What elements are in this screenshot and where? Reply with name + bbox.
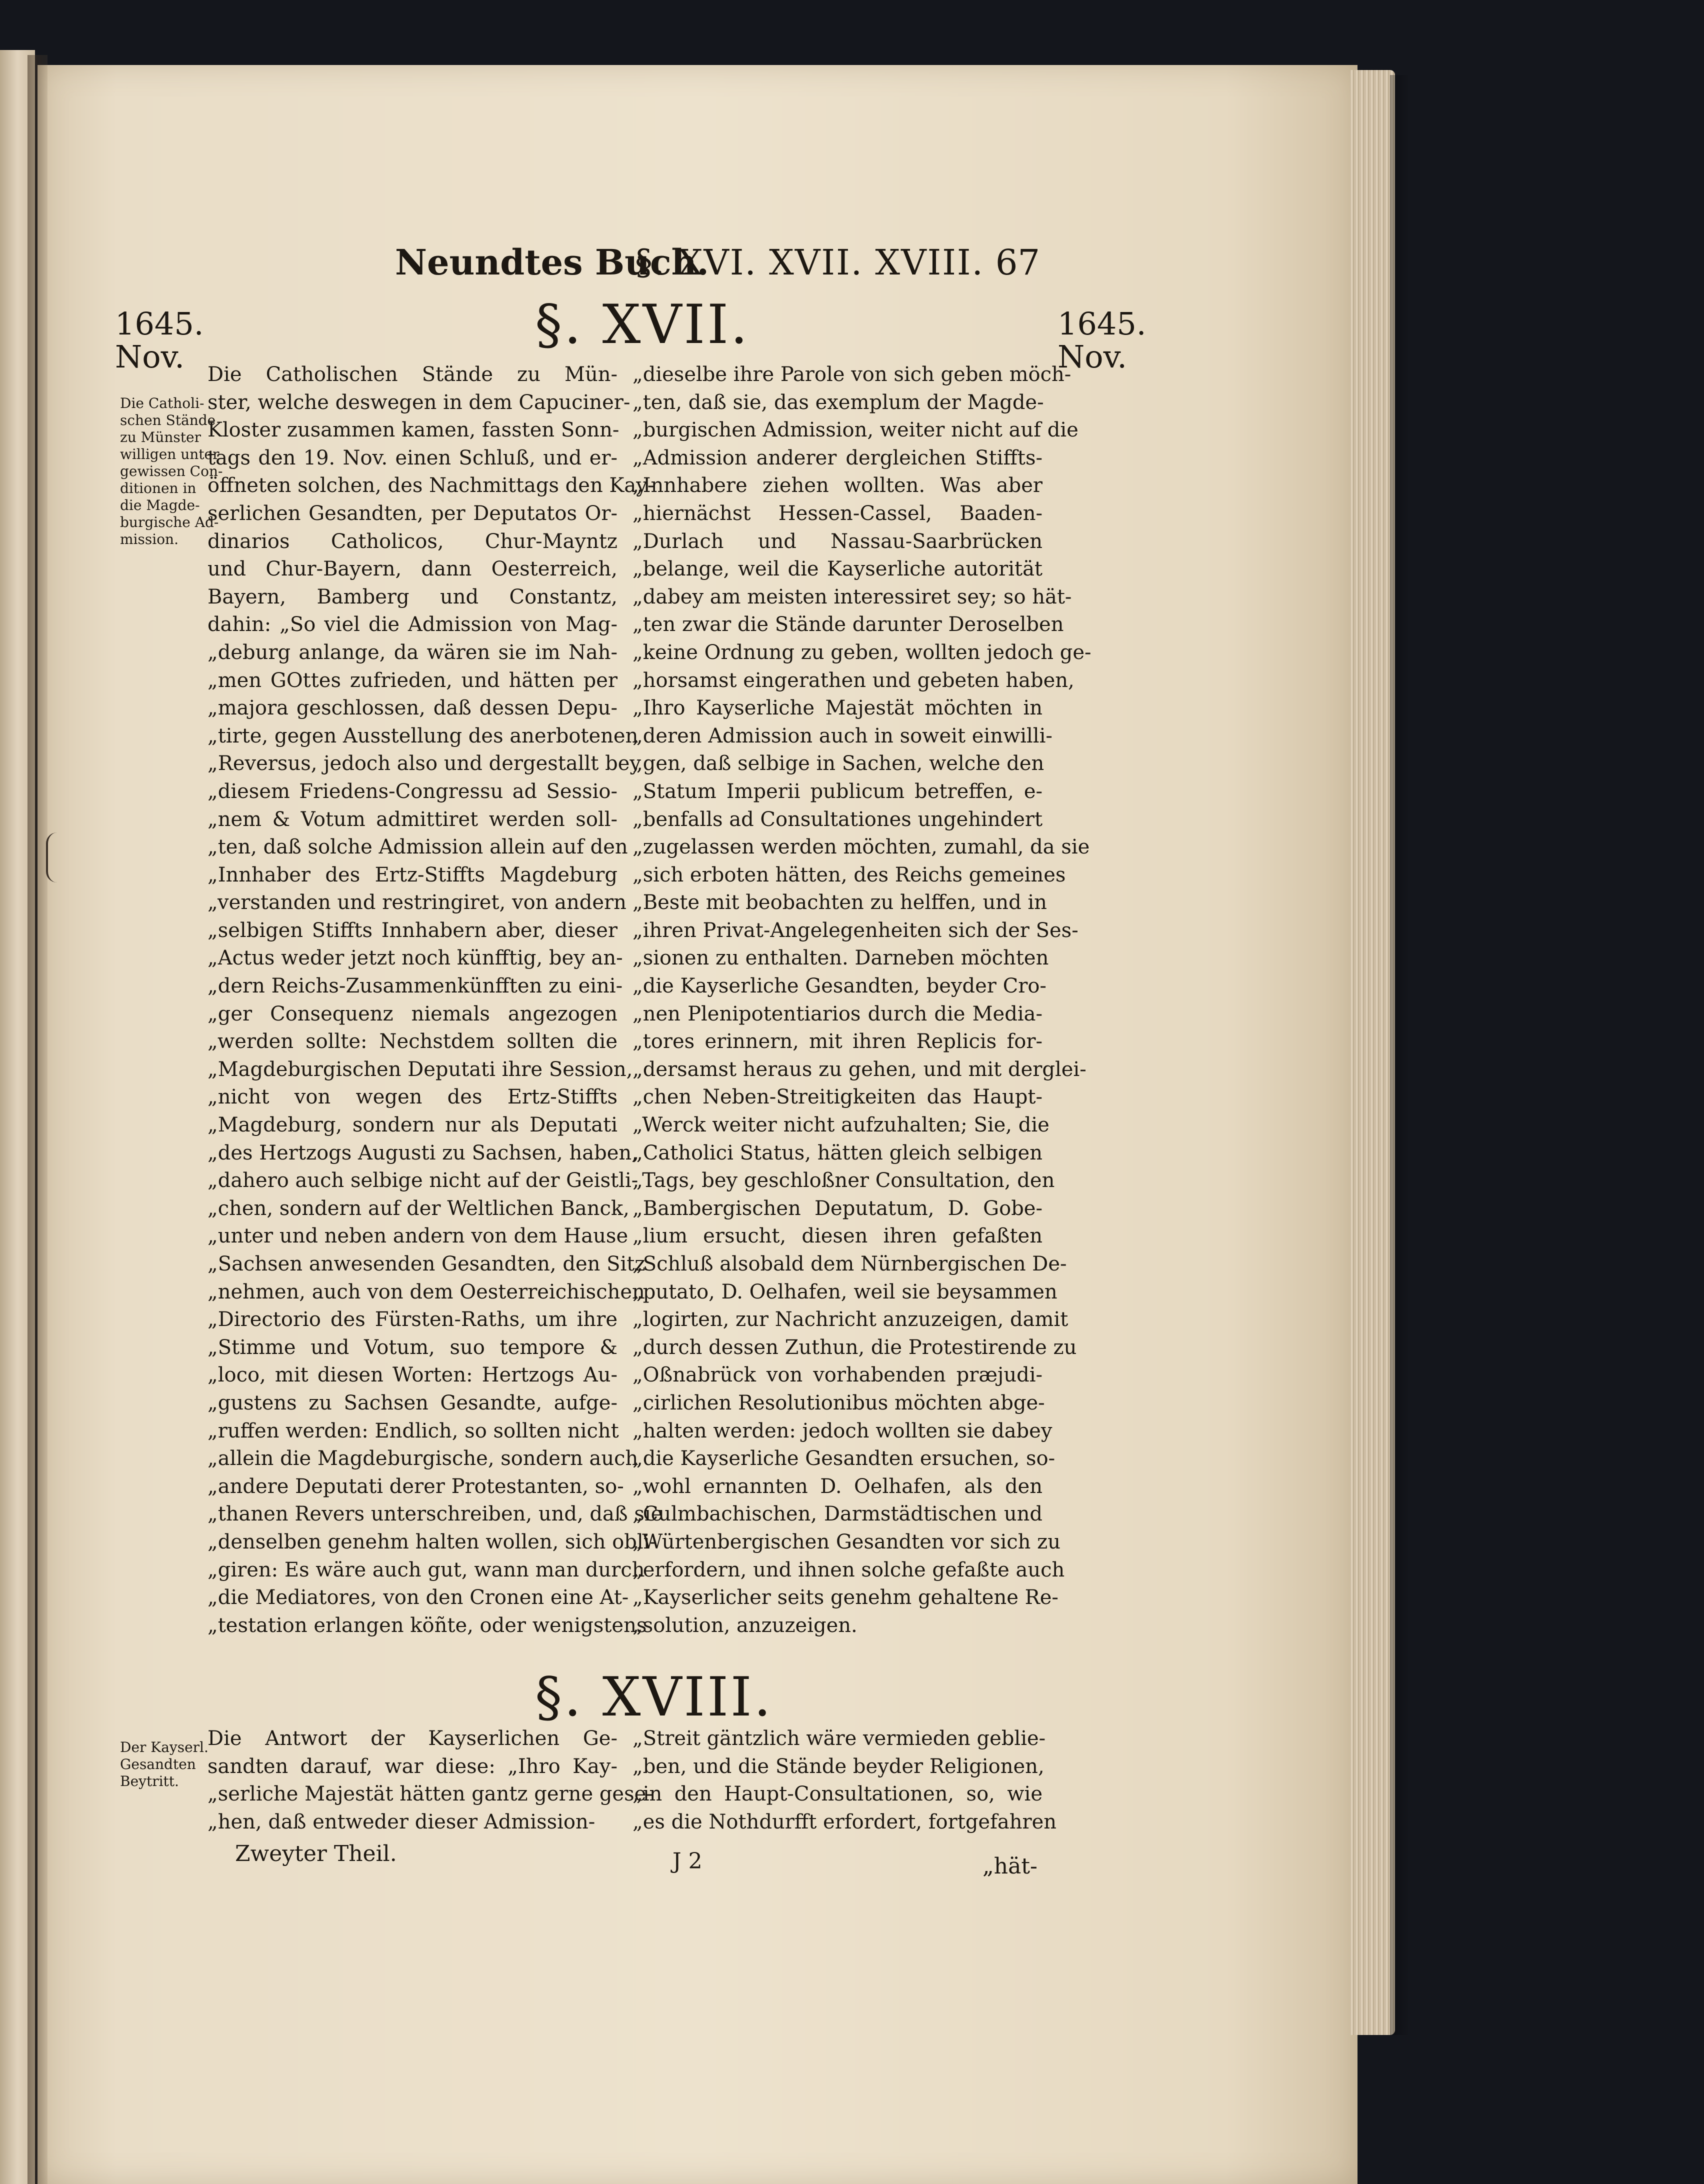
text-line: „durch dessen Zuthun, die Protestirende zu bbox=[632, 1336, 1077, 1359]
margin-note-line: Gesandten bbox=[120, 1756, 196, 1772]
text-line: „horsamst eingerathen und gebeten haben, bbox=[632, 668, 1074, 692]
text-line: „tores erinnern, mit ihren Replicis for- bbox=[632, 1030, 1042, 1054]
margin-date-right bbox=[1058, 308, 1168, 374]
text-line: „allein die Magdeburgische, sondern auch bbox=[208, 1447, 638, 1470]
section-17-right-column bbox=[632, 361, 1092, 1640]
year-left: 1645. bbox=[115, 306, 204, 342]
page-number: 67 bbox=[995, 242, 1040, 283]
text-line: „des Hertzogs Augusti zu Sachsen, haben, bbox=[208, 1141, 638, 1164]
text-line: „Innhaber des Ertz-Stiffts Magdeburg bbox=[208, 863, 618, 886]
text-line: „belange, weil die Kayserliche autorität bbox=[632, 558, 1042, 581]
text-line: dahin: „So viel die Admission von Mag- bbox=[208, 613, 618, 636]
text-line: „es die Nothdurfft erfordert, fortgefahren bbox=[632, 1810, 1057, 1834]
section-18-margin-note bbox=[120, 1739, 215, 1790]
text-line: „Oßnabrück von vorhabenden præjudi- bbox=[632, 1364, 1042, 1387]
text-line: „werden sollte: Nechstdem sollten die bbox=[208, 1030, 618, 1054]
section-17-margin-note bbox=[120, 395, 223, 548]
text-line: „giren: Es wäre auch gut, wann man durch bbox=[208, 1558, 645, 1582]
text-line: „thanen Revers unterschreiben, und, daß sie bbox=[208, 1502, 663, 1526]
text-line: öffneten solchen, des Nachmittags den Kay- bbox=[208, 474, 654, 498]
text-line: „ten, daß sie, das exemplum der Magde- bbox=[632, 390, 1044, 414]
year-right: 1645. bbox=[1058, 306, 1146, 342]
text-line: „die Mediatores, von den Cronen eine At- bbox=[208, 1586, 629, 1610]
text-line: und Chur-Bayern, dann Oesterreich, bbox=[208, 558, 618, 581]
text-line: „tirte, gegen Ausstellung des anerbotenen bbox=[208, 724, 638, 748]
text-line: „benfalls ad Consultationes ungehindert bbox=[632, 808, 1043, 831]
section-17-title: §. XVII. bbox=[535, 294, 750, 356]
text-line: „Reversus, jedoch also und dergestallt bey bbox=[208, 752, 641, 776]
text-line: „halten werden: jedoch wollten sie dabey bbox=[632, 1419, 1052, 1442]
text-line: dinarios Catholicos, Chur-Mayntz bbox=[208, 530, 618, 553]
text-line: „Catholici Status, hätten gleich selbigen bbox=[632, 1141, 1042, 1164]
text-line: „die Kayserliche Gesandten, beyder Cro- bbox=[632, 974, 1046, 998]
text-line: „dabey am meisten interessiret sey; so hät- bbox=[632, 585, 1072, 608]
text-line: „men GOttes zufrieden, und hätten per bbox=[208, 668, 618, 692]
book-gutter bbox=[28, 55, 48, 2184]
text-line: „Tags, bey geschloßner Consultation, den bbox=[632, 1169, 1055, 1192]
text-line: „unter und neben andern von dem Hause bbox=[208, 1224, 628, 1248]
sheet-signature: J 2 bbox=[672, 1848, 702, 1874]
text-line: „andere Deputati derer Protestanten, so- bbox=[208, 1474, 624, 1498]
text-line: Die Antwort der Kayserlichen Ge- bbox=[208, 1727, 618, 1750]
text-line: „ten, daß solche Admission allein auf den bbox=[208, 836, 628, 859]
text-line: „dieselbe ihre Parole von sich geben möch- bbox=[632, 363, 1072, 386]
page-stack-shadow bbox=[1390, 75, 1410, 2035]
margin-bracket-mark bbox=[46, 832, 57, 882]
text-line: „Werck weiter nicht aufzuhalten; Sie, die bbox=[632, 1114, 1050, 1137]
text-line: „erfordern, und ihnen solche gefaßte auch bbox=[632, 1558, 1065, 1582]
text-line: tags den 19. Nov. einen Schluß, und er- bbox=[208, 446, 618, 470]
text-line: „serliche Majestät hätten gantz gerne gese- bbox=[208, 1782, 653, 1806]
text-line: „Streit gäntzlich wäre vermieden geblie- bbox=[632, 1727, 1046, 1750]
text-line: „sich erboten hätten, des Reichs gemeines bbox=[632, 863, 1066, 886]
margin-note-line: zu Münster bbox=[120, 429, 201, 446]
text-line: „ihren Privat-Angelegenheiten sich der Ses- bbox=[632, 918, 1078, 942]
volume-signature-line: Zweyter Theil. bbox=[235, 1841, 397, 1866]
text-line: sandten darauf, war diese: „Ihro Kay- bbox=[208, 1754, 618, 1778]
margin-note-line: willigen unter bbox=[120, 446, 220, 462]
text-line: „Durlach und Nassau-Saarbrücken bbox=[632, 530, 1042, 553]
text-line: „dern Reichs-Zusammenkünfften zu eini- bbox=[208, 974, 623, 998]
section-18-right-column bbox=[632, 1725, 1057, 1836]
section-range: §. XVI. XVII. XVIII. bbox=[635, 242, 984, 283]
text-line: ster, welche deswegen in dem Capuciner- bbox=[208, 390, 630, 414]
text-line: „wohl ernannten D. Oelhafen, als den bbox=[632, 1474, 1042, 1498]
margin-note-line: ditionen in bbox=[120, 480, 196, 496]
text-line: „Magdeburgischen Deputati ihre Session, bbox=[208, 1058, 633, 1081]
text-line: „Directorio des Fürsten-Raths, um ihre bbox=[208, 1308, 618, 1332]
margin-note-line: Die Catholi- bbox=[120, 395, 204, 412]
text-line: „in den Haupt-Consultationen, so, wie bbox=[632, 1782, 1042, 1806]
month-right: Nov. bbox=[1058, 338, 1127, 375]
text-line: „hen, daß entweder dieser Admission- bbox=[208, 1810, 596, 1834]
month-left: Nov. bbox=[115, 338, 184, 375]
text-line: „Bambergischen Deputatum, D. Gobe- bbox=[632, 1196, 1042, 1220]
text-line: „hiernächst Hessen-Cassel, Baaden- bbox=[632, 502, 1042, 525]
text-line: „die Kayserliche Gesandten ersuchen, so- bbox=[632, 1447, 1056, 1470]
text-line: „majora geschlossen, daß dessen Depu- bbox=[208, 696, 618, 720]
text-line: „dahero auch selbige nicht auf der Geistli- bbox=[208, 1169, 638, 1192]
text-line: „Stimme und Votum, suo tempore & bbox=[208, 1336, 618, 1359]
text-line: „diesem Friedens-Congressu ad Sessio- bbox=[208, 780, 618, 803]
text-line: serlichen Gesandten, per Deputatos Or- bbox=[208, 502, 618, 525]
text-line: „nehmen, auch von dem Oesterreichischen bbox=[208, 1280, 645, 1304]
text-line: „gen, daß selbige in Sachen, welche den bbox=[632, 752, 1044, 776]
margin-note-line: Der Kayserl. bbox=[120, 1739, 208, 1756]
text-line: „Schluß alsobald dem Nürnbergischen De- bbox=[632, 1252, 1067, 1276]
text-line: „ten zwar die Stände darunter Deroselben bbox=[632, 613, 1064, 636]
catchword: „hät- bbox=[982, 1854, 1038, 1879]
text-line: „burgischen Admission, weiter nicht auf die bbox=[632, 418, 1078, 442]
running-header bbox=[395, 235, 1040, 290]
text-line: „chen, sondern auf der Weltlichen Banck, bbox=[208, 1196, 630, 1220]
text-line: „ben, und die Stände beyder Religionen, bbox=[632, 1754, 1044, 1778]
text-line: „Statum Imperii publicum betreffen, e- bbox=[632, 780, 1042, 803]
text-line: „Würtenbergischen Gesandten vor sich zu bbox=[632, 1530, 1060, 1554]
text-line: „deren Admission auch in soweit einwilli- bbox=[632, 724, 1052, 748]
text-line: „Beste mit beobachten zu helffen, und in bbox=[632, 891, 1047, 914]
text-line: „Culmbachischen, Darmstädtischen und bbox=[632, 1502, 1042, 1526]
margin-note-line: burgische Ad- bbox=[120, 514, 219, 530]
text-line: „nicht von wegen des Ertz-Stiffts bbox=[208, 1086, 618, 1109]
margin-note-line: schen Stände bbox=[120, 412, 216, 428]
text-line: „lium ersucht, diesen ihren gefaßten bbox=[632, 1224, 1042, 1248]
text-line: „Magdeburg, sondern nur als Deputati bbox=[208, 1114, 618, 1137]
text-line: „Admission anderer dergleichen Stiffts- bbox=[632, 446, 1042, 470]
text-line: „Innhabere ziehen wollten. Was aber bbox=[632, 474, 1042, 498]
text-line: „denselben genehm halten wollen, sich obli- bbox=[208, 1530, 657, 1554]
text-line: „keine Ordnung zu geben, wollten jedoch ge- bbox=[632, 640, 1092, 664]
text-line: Bayern, Bamberg und Constantz, bbox=[208, 585, 618, 608]
text-line: „gustens zu Sachsen Gesandte, aufge- bbox=[208, 1391, 618, 1414]
text-line: Kloster zusammen kamen, fassten Sonn- bbox=[208, 418, 620, 442]
text-line: „Ihro Kayserliche Majestät möchten in bbox=[632, 696, 1042, 720]
book-title: Neundtes Buch. bbox=[395, 242, 709, 283]
text-line: „deburg anlange, da wären sie im Nah- bbox=[208, 640, 618, 664]
margin-note-line: die Magde- bbox=[120, 497, 200, 514]
text-line: „ruffen werden: Endlich, so sollten nicht bbox=[208, 1419, 619, 1442]
margin-note-line: gewissen Con- bbox=[120, 463, 223, 480]
section-18-left-column bbox=[208, 1725, 653, 1836]
text-line: „Sachsen anwesenden Gesandten, den Sitz bbox=[208, 1252, 646, 1276]
text-line: „testation erlangen köñte, oder wenigstens bbox=[208, 1614, 647, 1637]
text-line: „nen Plenipotentiarios durch die Media- bbox=[632, 1002, 1042, 1026]
text-line: „loco, mit diesen Worten: Hertzogs Au- bbox=[208, 1364, 618, 1387]
text-line: „sionen zu enthalten. Darneben möchten bbox=[632, 946, 1049, 970]
text-line: „cirlichen Resolutionibus möchten abge- bbox=[632, 1391, 1045, 1414]
text-line: Die Catholischen Stände zu Mün- bbox=[208, 363, 618, 386]
text-line: „logirten, zur Nachricht anzuzeigen, damit bbox=[632, 1308, 1068, 1332]
margin-note-line: Beytritt. bbox=[120, 1773, 179, 1790]
text-line: „nem & Votum admittiret werden soll- bbox=[208, 808, 618, 831]
text-line: „putato, D. Oelhafen, weil sie beysammen bbox=[632, 1280, 1058, 1304]
text-line: „chen Neben-Streitigkeiten das Haupt- bbox=[632, 1086, 1042, 1109]
page-stack-edges bbox=[1350, 70, 1395, 2035]
text-line: „selbigen Stiffts Innhabern aber, dieser bbox=[208, 918, 618, 942]
margin-note-line: mission. bbox=[120, 531, 178, 548]
text-line: „dersamst heraus zu gehen, und mit derglei- bbox=[632, 1058, 1086, 1081]
section-17-left-column bbox=[208, 361, 663, 1640]
text-line: „ger Consequenz niemals angezogen bbox=[208, 1002, 618, 1026]
section-18-title: §. XVIII. bbox=[535, 1666, 773, 1728]
text-line: „zugelassen werden möchten, zumahl, da sie bbox=[632, 836, 1090, 859]
text-line: „Actus weder jetzt noch künfftig, bey an- bbox=[208, 946, 623, 970]
text-line: „solution, anzuzeigen. bbox=[632, 1614, 858, 1637]
text-line: „verstanden und restringiret, von andern bbox=[208, 891, 626, 914]
text-line: „Kayserlicher seits genehm gehaltene Re- bbox=[632, 1586, 1058, 1610]
